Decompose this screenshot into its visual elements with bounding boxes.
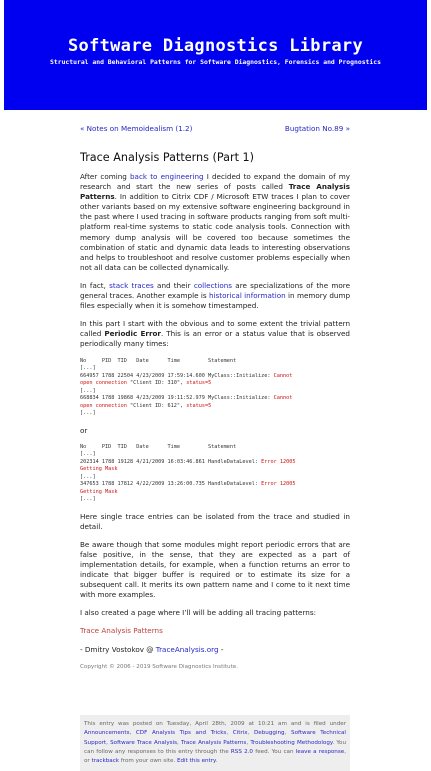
bold-term: Trace Analysis Patterns [80, 182, 351, 202]
post-content [80, 124, 350, 686]
next-post-link[interactable]: Bugtation No.89 » [284, 124, 350, 133]
trace-listing-1 [80, 358, 350, 418]
signature [80, 645, 350, 655]
post-navigation [80, 124, 350, 138]
text: This entry was posted on Tuesday, April 28th, 2009 at 10:21 am and is filed under [84, 721, 346, 727]
bold-term: Periodic Error [104, 329, 161, 339]
category-link[interactable]: Debugging [254, 730, 285, 737]
category-link[interactable]: Announcements [84, 730, 130, 737]
category-link[interactable]: CDF Analysis Tips and Tricks [135, 730, 227, 737]
trace-row: 347653 1788 17812 4/22/2009 13:26:00.735 HandleDataLevel: [80, 481, 262, 488]
site-header [4, 0, 427, 110]
trace-status: status=5 [186, 402, 212, 409]
trace-error: Error 12005 [261, 481, 296, 488]
text: . You can follow any responses to this entry through the [84, 739, 347, 755]
trace-row-cont: "Client ID: 612", [126, 402, 187, 409]
text: and their [153, 280, 194, 290]
separator: , [226, 730, 233, 737]
text: After coming [80, 172, 130, 181]
trace-error: open connection [80, 380, 127, 386]
trace-error: Getting Mask [80, 466, 118, 473]
trace-header: No PID TID Date Time Statement [80, 357, 237, 364]
trace-status: status=5 [186, 380, 212, 386]
post-meta-box [80, 715, 350, 771]
rss-feed-link[interactable]: RSS 2.0 [230, 748, 253, 755]
trace-row-cont: "Client ID: 310", [126, 380, 187, 386]
category-link[interactable]: Troubleshooting Methodology [250, 739, 333, 746]
edit-entry-link[interactable]: Edit this entry [176, 758, 216, 765]
collections-link[interactable]: collections [193, 280, 233, 290]
stack-traces-link[interactable]: stack traces [109, 280, 154, 290]
trace-error: Error 12005 [261, 458, 296, 465]
category-link[interactable]: Citrix [232, 730, 248, 737]
text: . In addition to Citrix CDF / Microsoft ETW traces I plan to cover other variants based on my extensive software engineering background in the past where I used tracing in software products ranging from soft multi-platform real-time systems to static code analysis tools. Connection with memory dump analysis will be covered too because sometimes the combination of static and dynamic data leads to interesting observations and helps to troubleshoot and resolve customer problems especially when not all data can be collected dynamically. [80, 192, 350, 272]
separator: , [284, 730, 292, 737]
text: feed. You can [253, 748, 296, 755]
copyright-notice: Copyright © 2006 - 2019 Software Diagnostics Institute. [80, 663, 238, 670]
trace-row: 668834 1788 19868 4/23/2009 19:11:52.979 MyClass::Initialize: [80, 395, 274, 401]
post-title: Trace Analysis Patterns (Part 1) [80, 151, 255, 164]
trackback-link[interactable]: trackback [91, 758, 120, 765]
trace-error: Cannot [273, 372, 293, 379]
trace-row: 202314 1788 19128 4/21/2009 16:03:46.861 HandleDataLevel: [80, 458, 262, 465]
trace-error: open connection [80, 402, 127, 409]
back-to-engineering-link[interactable]: back to engineering [130, 172, 204, 181]
trace-header: No PID TID Date Time Statement [80, 443, 237, 450]
text: in memory dump files especially when it is somehow timestamped. [80, 291, 351, 311]
text: from your own site. [119, 758, 177, 765]
trace-gap: [...] [80, 410, 96, 416]
trace-gap: [...] [80, 365, 96, 371]
trace-error: Cannot [273, 395, 293, 401]
paragraph-isolation: Here single trace entries can be isolated from the trace and studied in detail. [80, 511, 350, 531]
trace-gap: [...] [80, 387, 96, 394]
paragraph-false-positive: Be aware though that some modules might report periodic errors that are false positive, in the sense, that they are expected as a part of implementation details, for example, when a function returns an error to indicate that bigger buffer is required or to estimate its size for a subsequent call. It merits its own pattern name and I come to it next time with more examples. [80, 539, 350, 600]
paragraph-stack-traces [80, 281, 350, 311]
trace-gap: [...] [80, 473, 96, 480]
site-description: Structural and Behavioral Patterns for Software Diagnostics, Forensics and Prognostics [50, 58, 381, 66]
text: In this part I start with the obvious and to some extent the trivial pattern called [80, 319, 350, 339]
trace-listing-2 [80, 444, 350, 504]
previous-post-link[interactable]: « Notes on Memoidealism (1.2) [80, 124, 193, 133]
trace-analysis-patterns-link[interactable]: Trace Analysis Patterns [80, 626, 163, 636]
text: , or [84, 748, 346, 765]
historical-information-link[interactable]: historical information [209, 291, 286, 301]
trace-analysis-patterns-paragraph [80, 626, 350, 636]
traceanalysis-org-link[interactable]: TraceAnalysis.org [155, 644, 219, 654]
text: - [218, 644, 224, 654]
site-title[interactable]: Software Diagnostics Library [68, 36, 363, 56]
category-link[interactable]: Software Trace Analysis [110, 739, 178, 746]
trace-gap: [...] [80, 451, 96, 458]
paragraph-intro [80, 172, 350, 273]
trace-error: Getting Mask [80, 488, 118, 495]
text: . This is an error or a status value that is observed periodically many times: [80, 329, 350, 349]
separator: , [177, 739, 182, 746]
text: - Dmitry Vostokov @ [80, 644, 156, 654]
trace-gap: [...] [80, 496, 96, 503]
separator: , [246, 739, 251, 746]
text: . [215, 758, 218, 765]
paragraph-periodic-error [80, 319, 350, 349]
text: are specializations of the more general traces. Another example is [80, 280, 351, 301]
paragraph-patterns-page: I also created a page where I’ll will be adding all tracing patterns: [80, 608, 317, 618]
separator: , [129, 730, 136, 737]
or-text: or [80, 425, 88, 435]
trace-row: 664957 1788 22504 4/23/2009 17:59:14.600 MyClass::Initialize: [80, 372, 274, 379]
leave-response-link[interactable]: leave a response [295, 748, 345, 755]
category-link[interactable]: Software Technical Support [84, 730, 346, 746]
separator: , [106, 739, 111, 746]
category-link[interactable]: Trace Analysis Patterns [181, 739, 247, 746]
text: In fact, [80, 280, 110, 290]
text: I decided to expand the domain of my research and start the new series of posts called [80, 172, 351, 192]
separator: , [247, 730, 254, 737]
